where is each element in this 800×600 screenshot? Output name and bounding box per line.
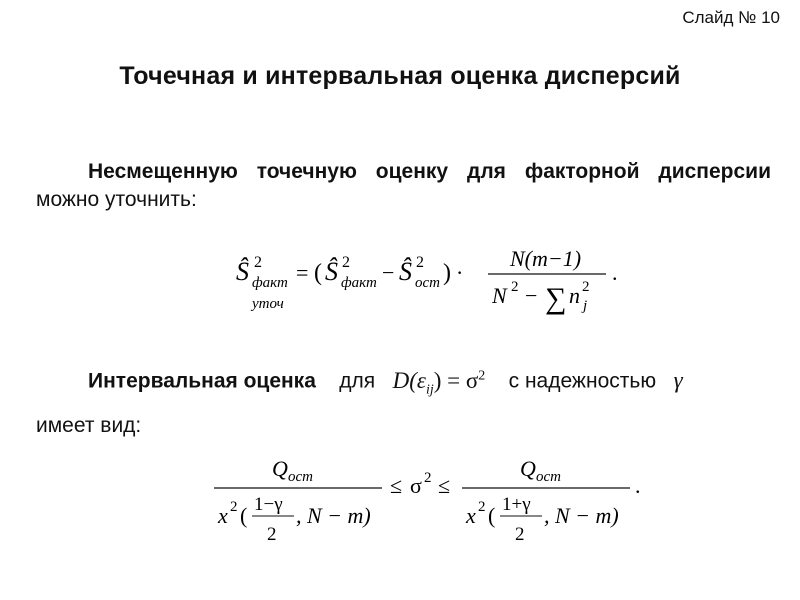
formula1-lhs-symbol: Ŝ	[236, 257, 249, 286]
formula2-left-frac-num: 1−γ	[254, 494, 283, 515]
formula2-left-tail: , N − m)	[296, 503, 371, 528]
formula2-right-Q-sub: ост	[536, 469, 561, 485]
formula2-le2: ≤	[438, 473, 451, 498]
formula1-den-n: n	[569, 283, 580, 308]
paragraph2-math-expr	[392, 367, 486, 398]
formula1-lhs-sub-bottom: уточ	[252, 296, 284, 312]
paragraph-point-estimate	[36, 158, 771, 214]
formula2-right-x-exp: 2	[478, 499, 486, 515]
paragraph-interval-estimate	[36, 358, 771, 444]
formula2-sigma: σ	[410, 473, 422, 498]
formula1-s1-sub: факт	[341, 275, 377, 291]
math-sub: ij	[425, 382, 434, 398]
paragraph2-normal-text-3: имеет вид:	[36, 414, 142, 438]
formula1-end-dot: .	[612, 260, 618, 285]
formula2-right-tail: , N − m)	[544, 503, 619, 528]
formula1-close-paren: )	[443, 260, 451, 286]
formula2-left-x-exp: 2	[230, 499, 238, 515]
formula1-s1-symbol: Ŝ	[325, 257, 338, 286]
formula2-left-Q-sub: ост	[288, 469, 313, 485]
math-expr-part2: ) = σ	[433, 367, 479, 393]
formula2-left-x: x	[218, 503, 228, 528]
formula2-svg	[210, 448, 650, 558]
formula1-s2-symbol: Ŝ	[399, 257, 412, 286]
formula2-left-frac-den: 2	[267, 524, 277, 545]
formula1-open-paren: (	[314, 260, 322, 286]
formula2-right-x: x	[466, 503, 476, 528]
formula2-le1: ≤	[390, 473, 403, 498]
formula1-numerator: N(m−1)	[510, 246, 582, 271]
formula1-lhs-exp: 2	[254, 254, 262, 271]
formula2-right-frac-num: 1+γ	[502, 494, 531, 515]
formula1-dot: ·	[456, 260, 464, 285]
formula2-right-Q: Q	[520, 456, 536, 481]
math-exp: 2	[478, 368, 486, 383]
formula1-s2-exp: 2	[416, 254, 424, 271]
paragraph2-bold-text: Интервальная оценка	[88, 369, 316, 393]
formula-confidence-interval	[210, 448, 650, 558]
paragraph1-normal-text: можно уточнить:	[36, 188, 197, 211]
formula1-lhs-sub-top: факт	[252, 275, 288, 291]
paragraph2-normal-text-2: с надежностью	[508, 369, 657, 393]
formula1-svg	[232, 240, 632, 320]
slide-title: Точечная и интервальная оценка дисперсий	[119, 62, 681, 90]
formula1-den-minus: −	[525, 283, 538, 308]
formula1-s2-sub: ост	[415, 275, 440, 291]
formula2-right-frac-den: 2	[515, 524, 525, 545]
formula1-den-sum: ∑	[545, 282, 567, 315]
paragraph1-bold-text: Несмещенную точечную оценку для факторной дисперсии	[88, 160, 771, 183]
formula-adjusted-factor-variance	[232, 240, 632, 320]
paragraph2-normal-text-1: для	[339, 369, 376, 393]
slide-number: Слайд № 10	[682, 8, 780, 27]
formula1-minus: −	[382, 260, 395, 285]
formula1-s1-exp: 2	[342, 254, 350, 271]
formula2-sigma-exp: 2	[424, 470, 432, 486]
math-expr-part1: D(ε	[392, 367, 426, 393]
formula1-den-n-exp: 2	[582, 279, 590, 295]
formula2-right-open: (	[488, 503, 496, 528]
formula1-eq: =	[296, 260, 309, 285]
formula2-end-dot: .	[635, 473, 641, 498]
formula2-left-Q: Q	[272, 456, 288, 481]
formula1-den-n-sub: j	[583, 298, 588, 314]
formula1-den-N-exp: 2	[511, 279, 519, 295]
formula2-left-open: (	[240, 503, 248, 528]
gamma-symbol: γ	[673, 367, 683, 393]
formula1-den-N: N	[492, 283, 507, 308]
